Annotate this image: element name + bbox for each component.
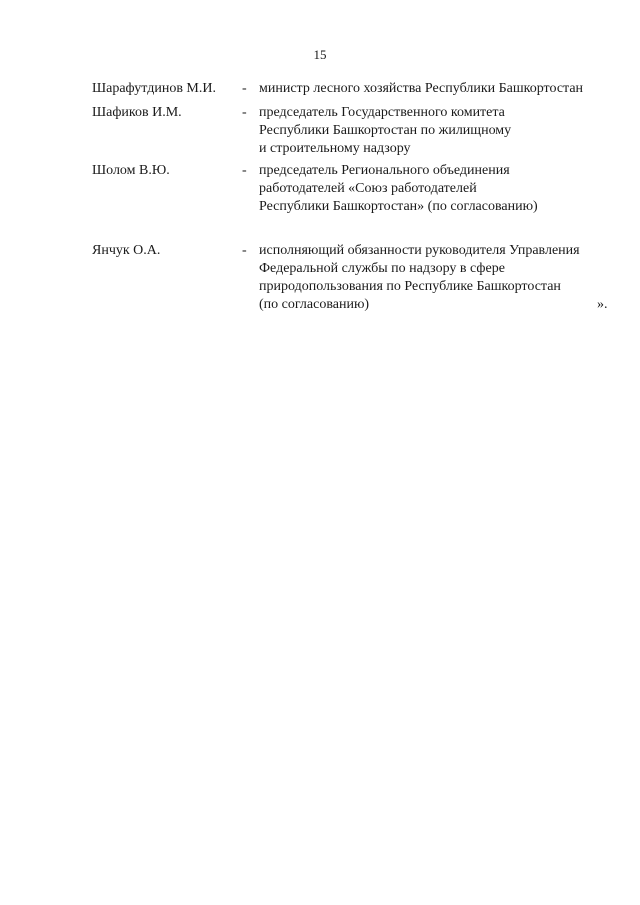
separator-dash: - xyxy=(242,81,247,96)
member-position xyxy=(259,242,613,314)
separator-dash: - xyxy=(242,243,247,258)
position-line: природопользования по Республике Башкортостан xyxy=(259,279,561,294)
position-line-text: (по согласованию) xyxy=(259,297,370,312)
position-line: и строительному надзору xyxy=(259,141,411,156)
member-position xyxy=(259,80,613,98)
position-line: председатель Государственного комитета xyxy=(259,105,505,120)
separator-dash: - xyxy=(242,105,247,120)
position-line: Республики Башкортостан по жилищному xyxy=(259,123,512,138)
position-line: исполняющий обязанности руководителя Управления xyxy=(259,243,580,258)
closing-quote-mark: ». xyxy=(597,297,608,312)
position-line: председатель Регионального объединения xyxy=(259,163,510,178)
position-line: Федеральной службы по надзору в сфере xyxy=(259,261,505,276)
member-name: Шолом В.Ю. xyxy=(92,163,170,178)
position-line-final xyxy=(259,296,613,314)
member-name: Шафиков И.М. xyxy=(92,105,182,120)
position-line: Республики Башкортостан» (по согласованию) xyxy=(259,199,538,214)
page-number: 15 xyxy=(313,47,327,62)
member-position xyxy=(259,162,613,216)
member-name: Янчук О.А. xyxy=(92,243,161,258)
member-position xyxy=(259,104,613,158)
member-name: Шарафутдинов М.И. xyxy=(92,81,216,96)
separator-dash: - xyxy=(242,163,247,178)
position-line: министр лесного хозяйства Республики Башкортостан xyxy=(259,81,584,96)
position-line: работодателей «Союз работодателей xyxy=(259,181,477,196)
